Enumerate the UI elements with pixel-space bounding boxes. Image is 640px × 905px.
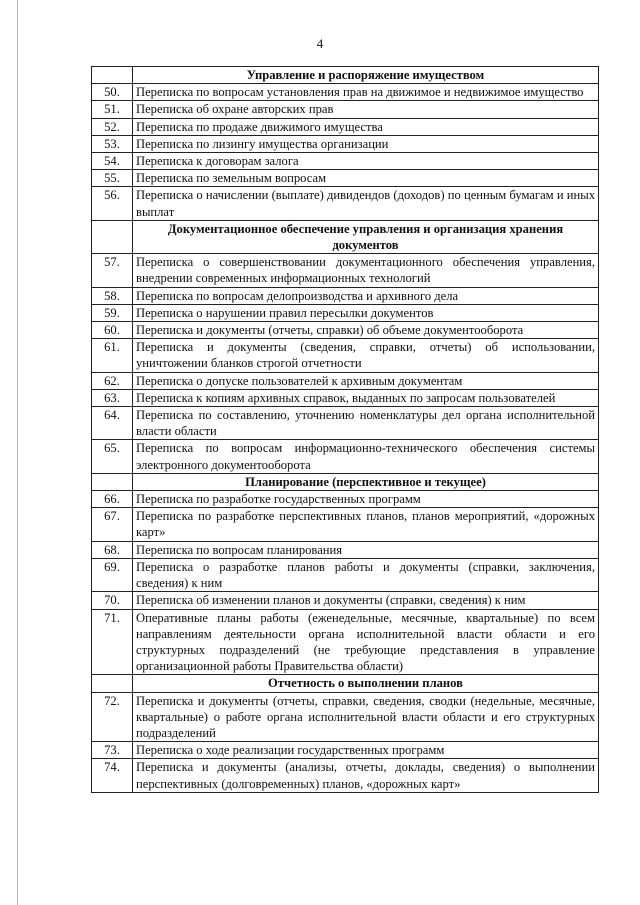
item-number: 71.	[92, 609, 133, 675]
section-header-row	[92, 473, 599, 490]
table-row	[92, 491, 599, 508]
table-row	[92, 187, 599, 220]
item-number: 59.	[92, 304, 133, 321]
item-number: 57.	[92, 254, 133, 287]
table-row	[92, 287, 599, 304]
table-row	[92, 254, 599, 287]
table-row	[92, 389, 599, 406]
records-table	[91, 66, 599, 793]
item-number: 69.	[92, 558, 133, 591]
table-row	[92, 304, 599, 321]
table-row	[92, 592, 599, 609]
table-row	[92, 84, 599, 101]
table-row	[92, 407, 599, 440]
section-number-cell	[92, 67, 133, 84]
table-row	[92, 440, 599, 473]
item-number: 73.	[92, 742, 133, 759]
item-description: Оперативные планы работы (еженедельные, месячные, квартальные) по всем направлениям деятельности органа исполнительной власти области и его структурных подразделений (не требующие представления в управление организационной работы Правительства области)	[133, 609, 599, 675]
item-description: Переписка к копиям архивных справок, выданных по запросам пользователей	[133, 389, 599, 406]
item-description: Переписка по вопросам планирования	[133, 541, 599, 558]
table-row	[92, 101, 599, 118]
section-title: Отчетность о выполнении планов	[133, 675, 599, 692]
item-description: Переписка по вопросам информационно-технического обеспечения системы электронного документооборота	[133, 440, 599, 473]
item-number: 52.	[92, 118, 133, 135]
item-number: 63.	[92, 389, 133, 406]
item-number: 74.	[92, 759, 133, 792]
section-number-cell	[92, 675, 133, 692]
item-number: 53.	[92, 135, 133, 152]
item-description: Переписка о совершенствовании документационного обеспечения управления, внедрении современных информационных технологий	[133, 254, 599, 287]
section-header-row	[92, 675, 599, 692]
item-number: 70.	[92, 592, 133, 609]
item-description: Переписка о начислении (выплате) дивидендов (доходов) по ценным бумагам и иных выплат	[133, 187, 599, 220]
item-number: 72.	[92, 692, 133, 742]
table-row	[92, 372, 599, 389]
item-description: Переписка по разработке перспективных планов, планов мероприятий, «дорожных карт»	[133, 508, 599, 541]
item-number: 58.	[92, 287, 133, 304]
table-row	[92, 170, 599, 187]
item-description: Переписка по составлению, уточнению номенклатуры дел органа исполнительной власти области	[133, 407, 599, 440]
item-description: Переписка по земельным вопросам	[133, 170, 599, 187]
item-description: Переписка и документы (анализы, отчеты, доклады, сведения) о выполнении перспективных (долговременных) планов, «дорожных карт»	[133, 759, 599, 792]
page-number: 4	[316, 36, 324, 51]
section-number-cell	[92, 220, 133, 253]
section-title: Документационное обеспечение управления и организация хранения документов	[133, 220, 599, 253]
item-description: Переписка о ходе реализации государственных программ	[133, 742, 599, 759]
item-description: Переписка о допуске пользователей к архивным документам	[133, 372, 599, 389]
item-number: 50.	[92, 84, 133, 101]
table-row	[92, 558, 599, 591]
item-description: Переписка и документы (сведения, справки, отчеты) об использовании, уничтожении бланков строгой отчетности	[133, 339, 599, 372]
table-row	[92, 508, 599, 541]
item-number: 65.	[92, 440, 133, 473]
item-number: 56.	[92, 187, 133, 220]
item-number: 60.	[92, 322, 133, 339]
item-number: 61.	[92, 339, 133, 372]
table-row	[92, 118, 599, 135]
section-number-cell	[92, 473, 133, 490]
section-title: Управление и распоряжение имуществом	[133, 67, 599, 84]
item-number: 68.	[92, 541, 133, 558]
item-number: 51.	[92, 101, 133, 118]
item-description: Переписка по вопросам установления прав на движимое и недвижимое имущество	[133, 84, 599, 101]
table-row	[92, 339, 599, 372]
table-row	[92, 322, 599, 339]
item-description: Переписка по разработке государственных программ	[133, 491, 599, 508]
table-row	[92, 692, 599, 742]
records-table-body	[92, 67, 599, 793]
table-row	[92, 135, 599, 152]
item-description: Переписка о разработке планов работы и документы (справки, заключения, сведения) к ним	[133, 558, 599, 591]
item-number: 66.	[92, 491, 133, 508]
table-row	[92, 759, 599, 792]
item-description: Переписка о нарушении правил пересылки документов	[133, 304, 599, 321]
item-description: Переписка по продаже движимого имущества	[133, 118, 599, 135]
item-description: Переписка по вопросам делопроизводства и архивного дела	[133, 287, 599, 304]
item-number: 67.	[92, 508, 133, 541]
table-row	[92, 609, 599, 675]
section-header-row	[92, 220, 599, 253]
section-title: Планирование (перспективное и текущее)	[133, 473, 599, 490]
item-number: 62.	[92, 372, 133, 389]
item-description: Переписка и документы (отчеты, справки) об объеме документооборота	[133, 322, 599, 339]
item-number: 64.	[92, 407, 133, 440]
item-description: Переписка об охране авторских прав	[133, 101, 599, 118]
item-description: Переписка по лизингу имущества организации	[133, 135, 599, 152]
item-number: 55.	[92, 170, 133, 187]
item-description: Переписка к договорам залога	[133, 153, 599, 170]
table-row	[92, 541, 599, 558]
scan-margin-line	[17, 0, 18, 905]
table-row	[92, 153, 599, 170]
table-row	[92, 742, 599, 759]
item-description: Переписка и документы (отчеты, справки, сведения, сводки (недельные, месячные, квартальные) о работе органа исполнительной власти области и его структурных подразделений	[133, 692, 599, 742]
item-number: 54.	[92, 153, 133, 170]
section-header-row	[92, 67, 599, 84]
item-description: Переписка об изменении планов и документы (справки, сведения) к ним	[133, 592, 599, 609]
